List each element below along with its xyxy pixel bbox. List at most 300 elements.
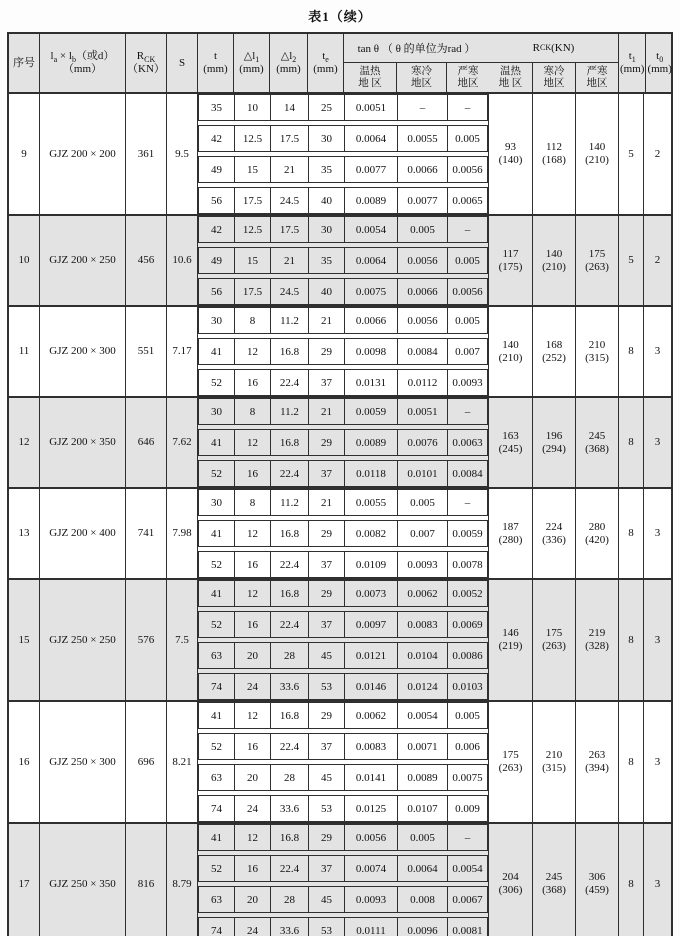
cell-s: 7.5: [167, 580, 198, 700]
sub-cell: 30: [309, 126, 345, 151]
sub-cell: 0.0103: [452, 680, 483, 693]
header-rck-group: [489, 34, 619, 92]
sub-cell: 0.005: [455, 709, 480, 722]
header-s-label: S: [178, 56, 186, 69]
header-tan-group: [344, 34, 489, 92]
sub-table: [198, 307, 489, 396]
sub-row: [198, 125, 488, 152]
header-rck-line2: （KN）: [127, 63, 165, 75]
cell-rck-severe: [576, 580, 619, 700]
header-rck: [126, 34, 167, 92]
sub-cell: 0.005: [398, 217, 448, 242]
cell-serial: 13: [9, 489, 40, 578]
rck-region-value: (210): [585, 154, 609, 166]
cell-t0: 3: [654, 527, 661, 539]
sub-row: [198, 917, 488, 936]
sub-table: [198, 216, 489, 305]
rck-region-value: (263): [585, 260, 609, 273]
sub-cell: 0.006: [455, 740, 480, 753]
rck-region-value: 163: [502, 429, 519, 442]
sub-row: [198, 611, 488, 638]
sub-cell: 45: [309, 887, 345, 912]
cell-t0: 3: [654, 877, 661, 890]
sub-cell: 30: [199, 308, 235, 333]
sub-cell: 35: [309, 157, 345, 182]
cell-serial: 11: [9, 307, 40, 396]
sub-cell: 11.2: [271, 399, 309, 424]
sub-cell: 0.005: [455, 314, 480, 327]
rck-region-value: 93: [505, 141, 516, 153]
sub-cell: 16: [235, 461, 271, 486]
sub-cell: 37: [309, 734, 345, 759]
sub-cell: 21: [309, 399, 345, 424]
cell-t1: 8: [619, 307, 644, 396]
sub-cell: 24.5: [271, 188, 309, 213]
sub-cell: 22.4: [271, 856, 309, 881]
sub-cell: 41: [199, 581, 235, 606]
sub-cell: 0.0069: [452, 618, 483, 631]
sub-cell: 35: [199, 95, 235, 120]
cell-s: 7.17: [167, 307, 198, 396]
sub-cell: 12.5: [235, 217, 271, 242]
sub-cell: 41: [199, 430, 235, 455]
header-size-line2: （mm）: [62, 63, 103, 75]
sub-cell: 11.2: [271, 308, 309, 333]
sub-cell: 0.0146: [345, 674, 398, 699]
rck-region-value: (245): [498, 442, 523, 455]
table-header: [9, 34, 671, 94]
cell-rck: 576: [126, 580, 167, 700]
sub-table: [198, 702, 489, 822]
sub-cell: 0.0124: [398, 674, 448, 699]
cell-t1: 8: [619, 398, 644, 487]
sub-row: [198, 855, 488, 882]
sub-cell: 52: [199, 461, 235, 486]
sub-cell: 16: [235, 370, 271, 395]
cell-size: GJZ 200 × 350: [40, 398, 126, 487]
sub-cell: 0.0111: [345, 918, 398, 936]
sub-cell: 0.0101: [398, 461, 448, 486]
cell-s: 9.5: [167, 94, 198, 214]
sub-cell: 0.0066: [398, 279, 448, 304]
cell-t0: 3: [654, 755, 661, 768]
rck-region-value: 306: [588, 871, 606, 883]
sub-cell: 0.0084: [398, 339, 448, 364]
rck-region-value: 175: [588, 247, 606, 260]
sub-cell: 8: [235, 490, 271, 515]
sub-cell: 16: [235, 856, 271, 881]
rck-region-value: (280): [498, 533, 523, 546]
cell-t0: 3: [654, 345, 661, 357]
cell-serial: 9: [9, 94, 40, 214]
sub-cell: 21: [309, 490, 345, 515]
sub-table: [198, 398, 489, 487]
sub-cell: 22.4: [271, 612, 309, 637]
header-tan-group-label: tan θ （ θ 的单位为rad ）: [344, 34, 489, 63]
rck-region-value: (306): [498, 884, 523, 896]
cell-rck: 361: [126, 94, 167, 214]
sub-cell: 21: [309, 308, 345, 333]
rck-region-value: 196: [545, 429, 563, 442]
sub-cell: 29: [309, 430, 345, 455]
cell-rck-cold: [533, 398, 576, 487]
cell-rck-cold: [533, 824, 576, 936]
header-tan-warm-region: 温热 地 区: [344, 63, 397, 92]
sub-row: [198, 520, 488, 547]
sub-cell: 16.8: [271, 339, 309, 364]
rck-region-value: (219): [498, 640, 523, 652]
sub-cell: 52: [199, 734, 235, 759]
sub-cell: 12: [235, 521, 271, 546]
header-t: t (mm): [198, 34, 234, 92]
sub-cell: 0.0056: [398, 248, 448, 273]
sub-cell: 0.0071: [398, 734, 448, 759]
rck-region-value: 112: [545, 141, 563, 153]
cell-rck-cold: [533, 216, 576, 305]
cell-rck-severe: [576, 824, 619, 936]
table-body: [9, 94, 671, 936]
rck-region-value: 224: [545, 520, 563, 533]
sub-cell: 30: [199, 399, 235, 424]
sub-cell: 0.0054: [398, 703, 448, 728]
sub-cell: 74: [199, 796, 235, 821]
sub-cell: 53: [309, 796, 345, 821]
sub-row: [198, 247, 488, 274]
sub-cell: 16.8: [271, 581, 309, 606]
cell-rck-severe: [576, 489, 619, 578]
cell-rck-cold: [533, 307, 576, 396]
sub-cell: 0.0056: [345, 825, 398, 850]
cell-serial: 15: [9, 580, 40, 700]
sub-row: [198, 216, 488, 243]
sub-cell: 53: [309, 918, 345, 936]
sub-cell: 16.8: [271, 825, 309, 850]
sub-cell: 0.0056: [398, 308, 448, 333]
sub-cell: 40: [309, 188, 345, 213]
header-rck-regions: [489, 63, 618, 92]
sub-cell: 16: [235, 552, 271, 577]
header-inner-columns: [198, 34, 489, 92]
table-title: 表1（续）: [308, 9, 372, 24]
rck-region-value: 175: [545, 627, 563, 639]
sub-cell: 0.0065: [452, 194, 483, 207]
sub-cell: 0.0055: [345, 490, 398, 515]
sub-cell: 0.0059: [345, 399, 398, 424]
sub-cell: 22.4: [271, 370, 309, 395]
cell-s: 8.21: [167, 702, 198, 822]
rck-region-value: (210): [542, 260, 566, 273]
table-row-group: [9, 700, 671, 822]
sub-cell: 15: [235, 157, 271, 182]
rck-region-value: (294): [542, 442, 566, 455]
table-row-group: [9, 822, 671, 936]
table-row-group: [9, 94, 671, 214]
sub-row: [198, 156, 488, 183]
rck-region-value: (368): [542, 884, 566, 896]
sub-cell: 0.0064: [398, 856, 448, 881]
sub-cell: 0.0054: [452, 862, 483, 875]
cell-rck: 551: [126, 307, 167, 396]
sub-cell: 0.0077: [345, 157, 398, 182]
sub-cell: 0.0062: [345, 703, 398, 728]
rck-region-value: 210: [588, 338, 606, 351]
sub-cell: 30: [199, 490, 235, 515]
sub-cell: 0.0104: [398, 643, 448, 668]
cell-size: GJZ 200 × 250: [40, 216, 126, 305]
sub-cell: 16.8: [271, 521, 309, 546]
sub-cell: 22.4: [271, 552, 309, 577]
cell-rck-severe: [576, 216, 619, 305]
sub-cell: 0.0066: [398, 157, 448, 182]
sub-cell: 0.0141: [345, 765, 398, 790]
sub-cell: 16: [235, 612, 271, 637]
sub-cell: 8: [235, 308, 271, 333]
header-serial: [9, 34, 40, 92]
sub-cell: 0.0064: [345, 248, 398, 273]
sub-table: [198, 580, 489, 700]
header-rck-group-label: R CK (KN): [489, 34, 618, 63]
cell-size: GJZ 200 × 300: [40, 307, 126, 396]
header-size-line1: $l_a \times l_b$（或d）: [50, 50, 115, 65]
sub-cell: 35: [309, 248, 345, 273]
cell-s: 10.6: [167, 216, 198, 305]
sub-cell: 25: [309, 95, 345, 120]
header-t0: $t_0$ (mm): [647, 50, 672, 75]
rck-region-value: (175): [498, 260, 523, 273]
sub-cell: 21: [271, 157, 309, 182]
cell-rck: 456: [126, 216, 167, 305]
rck-region-value: (315): [585, 351, 609, 364]
sub-cell: 63: [199, 765, 235, 790]
sub-cell: 29: [309, 825, 345, 850]
sub-cell: 41: [199, 825, 235, 850]
sub-cell: 41: [199, 703, 235, 728]
sub-cell: 12.5: [235, 126, 271, 151]
sub-cell: 0.0073: [345, 581, 398, 606]
sub-cell: 29: [309, 521, 345, 546]
cell-rck-warm: [489, 824, 533, 936]
sub-cell: 24.5: [271, 279, 309, 304]
sub-cell: 33.6: [271, 918, 309, 936]
sub-cell: 22.4: [271, 734, 309, 759]
cell-rck-warm: [489, 580, 533, 700]
rck-region-value: 204: [502, 871, 519, 883]
sub-cell: 0.005: [455, 132, 480, 145]
sub-cell: 0.0093: [398, 552, 448, 577]
sub-cell: 0.0093: [345, 887, 398, 912]
sub-cell: 0.0107: [398, 796, 448, 821]
cell-serial: 12: [9, 398, 40, 487]
header-rck-severe-region: 严寒 地区: [586, 65, 608, 89]
sub-row: [198, 187, 488, 214]
header-t1: $t_1$ (mm): [619, 34, 646, 92]
sub-cell: 0.0055: [398, 126, 448, 151]
sub-cell: 37: [309, 461, 345, 486]
sub-cell: 21: [271, 248, 309, 273]
sub-cell: 0.0089: [345, 188, 398, 213]
sub-cell: 12: [235, 581, 271, 606]
sub-cell: 0.0056: [452, 163, 483, 176]
sub-cell: 0.0052: [452, 587, 483, 600]
cell-s: 7.62: [167, 398, 198, 487]
sub-cell: –: [464, 496, 471, 509]
sub-cell: 0.0083: [398, 612, 448, 637]
rck-region-value: 140: [545, 247, 563, 260]
sub-cell: 0.0098: [345, 339, 398, 364]
cell-t1: 8: [619, 824, 644, 936]
sub-cell: 22.4: [271, 461, 309, 486]
cell-size: GJZ 250 × 300: [40, 702, 126, 822]
rck-region-value: 219: [588, 627, 606, 639]
rck-region-value: 280: [588, 520, 606, 533]
rck-region-value: 175: [502, 749, 519, 761]
sub-cell: 0.0056: [452, 285, 483, 298]
rck-region-value: (140): [498, 154, 523, 166]
sub-cell: 53: [309, 674, 345, 699]
sub-cell: 0.0089: [398, 765, 448, 790]
sub-row: [198, 642, 488, 669]
sub-cell: 16: [235, 734, 271, 759]
sub-cell: 56: [199, 188, 235, 213]
sub-cell: 0.0062: [398, 581, 448, 606]
cell-s: 7.98: [167, 489, 198, 578]
cell-t0: 2: [654, 147, 661, 160]
sub-cell: 0.0077: [398, 188, 448, 213]
sub-cell: 0.0109: [345, 552, 398, 577]
sub-cell: 0.0076: [398, 430, 448, 455]
cell-rck-severe: [576, 307, 619, 396]
sub-cell: 14: [271, 95, 309, 120]
sub-cell: 0.0082: [345, 521, 398, 546]
cell-rck: 696: [126, 702, 167, 822]
cell-t0: 2: [654, 254, 661, 266]
sub-cell: 42: [199, 217, 235, 242]
rck-region-value: (328): [585, 640, 609, 652]
sub-table: [198, 489, 489, 578]
rck-region-value: (336): [542, 533, 566, 546]
sub-cell: 0.0064: [345, 126, 398, 151]
sub-cell: 0.0051: [398, 399, 448, 424]
sub-cell: 29: [309, 581, 345, 606]
sub-cell: 63: [199, 643, 235, 668]
rck-region-value: 140: [588, 141, 606, 153]
cell-rck: 816: [126, 824, 167, 936]
sub-cell: 8: [235, 399, 271, 424]
sub-cell: 0.0075: [452, 771, 483, 784]
table-row-group: [9, 214, 671, 305]
sub-cell: 10: [235, 95, 271, 120]
sub-cell: 41: [199, 521, 235, 546]
sub-cell: 37: [309, 856, 345, 881]
sub-cell: 0.005: [398, 825, 448, 850]
sub-cell: 49: [199, 157, 235, 182]
cell-rck: 646: [126, 398, 167, 487]
sub-cell: –: [464, 223, 471, 236]
sub-cell: 28: [271, 643, 309, 668]
sub-cell: 20: [235, 887, 271, 912]
sub-cell: –: [464, 831, 471, 844]
sub-cell: 40: [309, 279, 345, 304]
sub-cell: 12: [235, 825, 271, 850]
sub-row: [198, 94, 488, 121]
sub-cell: 42: [199, 126, 235, 151]
sub-cell: 0.007: [455, 345, 480, 358]
sub-cell: 74: [199, 674, 235, 699]
sub-row: [198, 338, 488, 365]
rck-region-value: 168: [545, 338, 563, 351]
cell-t1: 8: [619, 702, 644, 822]
cell-serial: 10: [9, 216, 40, 305]
sub-cell: 0.0089: [345, 430, 398, 455]
cell-t1: 8: [619, 489, 644, 578]
sub-cell: 0.0083: [345, 734, 398, 759]
sub-row: [198, 307, 488, 334]
sub-cell: 41: [199, 339, 235, 364]
cell-rck-severe: [576, 398, 619, 487]
table-row-group: [9, 305, 671, 396]
sub-cell: 0.0086: [452, 649, 483, 662]
rck-region-value: 117: [502, 247, 519, 260]
cell-rck-warm: [489, 94, 533, 214]
cell-rck-cold: [533, 702, 576, 822]
sub-row: [198, 733, 488, 760]
cell-rck-warm: [489, 702, 533, 822]
rck-region-value: (252): [542, 351, 566, 364]
sub-cell: 0.0066: [345, 308, 398, 333]
cell-serial: 16: [9, 702, 40, 822]
cell-t1: 5: [619, 94, 644, 214]
sub-cell: 0.0084: [452, 467, 483, 480]
sub-cell: 0.0125: [345, 796, 398, 821]
sub-cell: 0.0096: [398, 918, 448, 936]
sub-cell: 20: [235, 643, 271, 668]
sub-cell: 17.5: [271, 126, 309, 151]
sub-cell: 37: [309, 370, 345, 395]
sub-row: [198, 764, 488, 791]
rck-region-value: (315): [542, 762, 566, 774]
rck-region-value: (368): [585, 442, 609, 455]
cell-t0: 3: [654, 633, 661, 646]
header-tan-severe-region: 严寒 地区: [457, 65, 479, 89]
sub-cell: 45: [309, 643, 345, 668]
sub-cell: 0.008: [398, 887, 448, 912]
cell-t1: 5: [619, 216, 644, 305]
sub-cell: 0.0078: [452, 558, 483, 571]
cell-serial: 17: [9, 824, 40, 936]
sub-row: [198, 429, 488, 456]
header-serial-label: 序号: [13, 56, 35, 69]
sub-table: [198, 824, 489, 936]
sub-row: [198, 702, 488, 729]
sub-cell: 28: [271, 765, 309, 790]
cell-rck-severe: [576, 94, 619, 214]
sub-cell: 52: [199, 856, 235, 881]
cell-rck: 741: [126, 489, 167, 578]
rck-region-value: (394): [585, 762, 609, 774]
sub-cell: 16.8: [271, 430, 309, 455]
sub-cell: 29: [309, 703, 345, 728]
sub-cell: 56: [199, 279, 235, 304]
sub-cell: 24: [235, 918, 271, 936]
cell-size: GJZ 200 × 200: [40, 94, 126, 214]
rck-region-value: (420): [585, 533, 609, 546]
cell-rck-cold: [533, 580, 576, 700]
sub-cell: 0.0051: [345, 95, 398, 120]
table-row-group: [9, 396, 671, 487]
cell-rck-severe: [576, 702, 619, 822]
header-tan-regions: [344, 63, 489, 92]
rck-region-value: 146: [502, 627, 519, 639]
